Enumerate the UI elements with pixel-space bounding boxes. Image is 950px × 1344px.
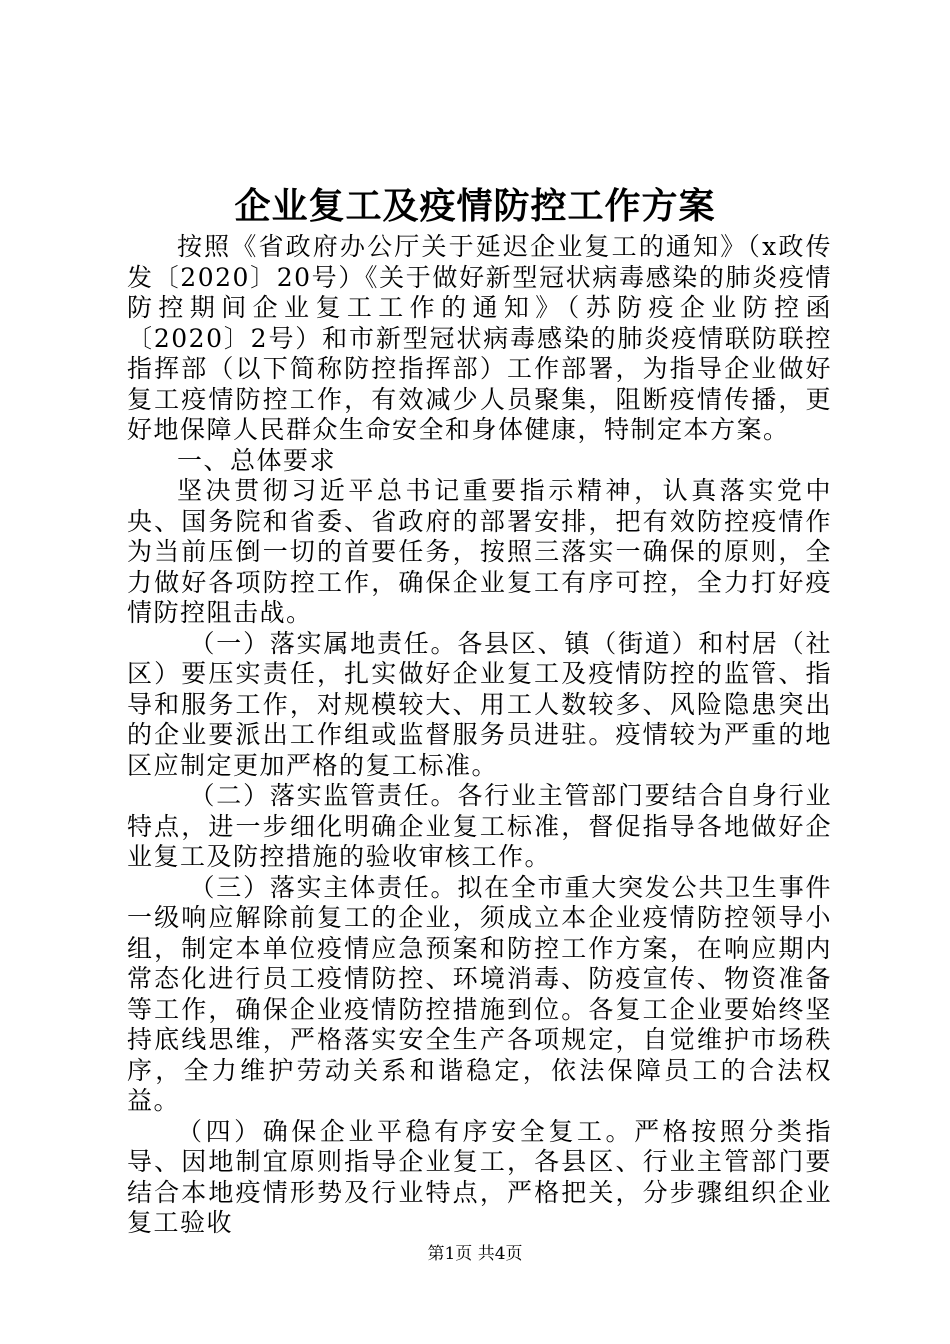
item-1-paragraph: （一）落实属地责任。各县区、镇（街道）和村居（社区）要压实责任，扎实做好企业复工及疫情防控的监管、指导和服务工作，对规模较大、用工人数较多、风险隐患突出的企业要派出工作组或监督服务员进驻。疫情较为严重的地区应制定更加严格的复工标准。 [127, 628, 832, 780]
item-3-paragraph: （三）落实主体责任。拟在全市重大突发公共卫生事件一级响应解除前复工的企业，须成立本企业疫情防控领导小组，制定本单位疫情应急预案和防控工作方案，在响应期内常态化进行员工疫情防控、环境消毒、防疫宣传、物资准备等工作，确保企业疫情防控措施到位。各复工企业要始终坚持底线思维，严格落实安全生产各项规定，自觉维护市场秩序，全力维护劳动关系和谐稳定，依法保障员工的合法权益。 [127, 872, 832, 1115]
page-footer: 第1页 共4页 [427, 1244, 523, 1264]
section-heading: 一、总体要求 [177, 445, 337, 475]
item-4-paragraph: （四）确保企业平稳有序安全复工。严格按照分类指导、因地制宜原则指导企业复工，各县区、行业主管部门要结合本地疫情形势及行业特点，严格把关，分步骤组织企业复工验收 [127, 1116, 832, 1237]
document-title: 企业复工及疫情防控工作方案 [234, 185, 716, 227]
item-2-paragraph: （二）落实监管责任。各行业主管部门要结合自身行业特点，进一步细化明确企业复工标准，督促指导各地做好企业复工及防控措施的验收审核工作。 [127, 781, 832, 871]
intro-paragraph: 按照《省政府办公厅关于延迟企业复工的通知》（x政传发〔2020〕20号）《关于做好新型冠状病毒感染的肺炎疫情防控期间企业复工工作的通知》（苏防疫企业防控函〔2020〕2号）和市新型冠状病毒感染的肺炎疫情联防联控指挥部（以下简称防控指挥部）工作部署，为指导企业做好复工疫情防控工作，有效减少人员聚集，阻断疫情传播，更好地保障人民群众生命安全和身体健康，特制定本方案。 [127, 232, 832, 444]
document-body [127, 232, 832, 1239]
general-requirements-paragraph: 坚决贯彻习近平总书记重要指示精神，认真落实党中央、国务院和省委、省政府的部署安排，把有效防控疫情作为当前压倒一切的首要任务，按照三落实一确保的原则，全力做好各项防控工作，确保企业复工有序可控，全力打好疫情防控阻击战。 [127, 476, 832, 627]
